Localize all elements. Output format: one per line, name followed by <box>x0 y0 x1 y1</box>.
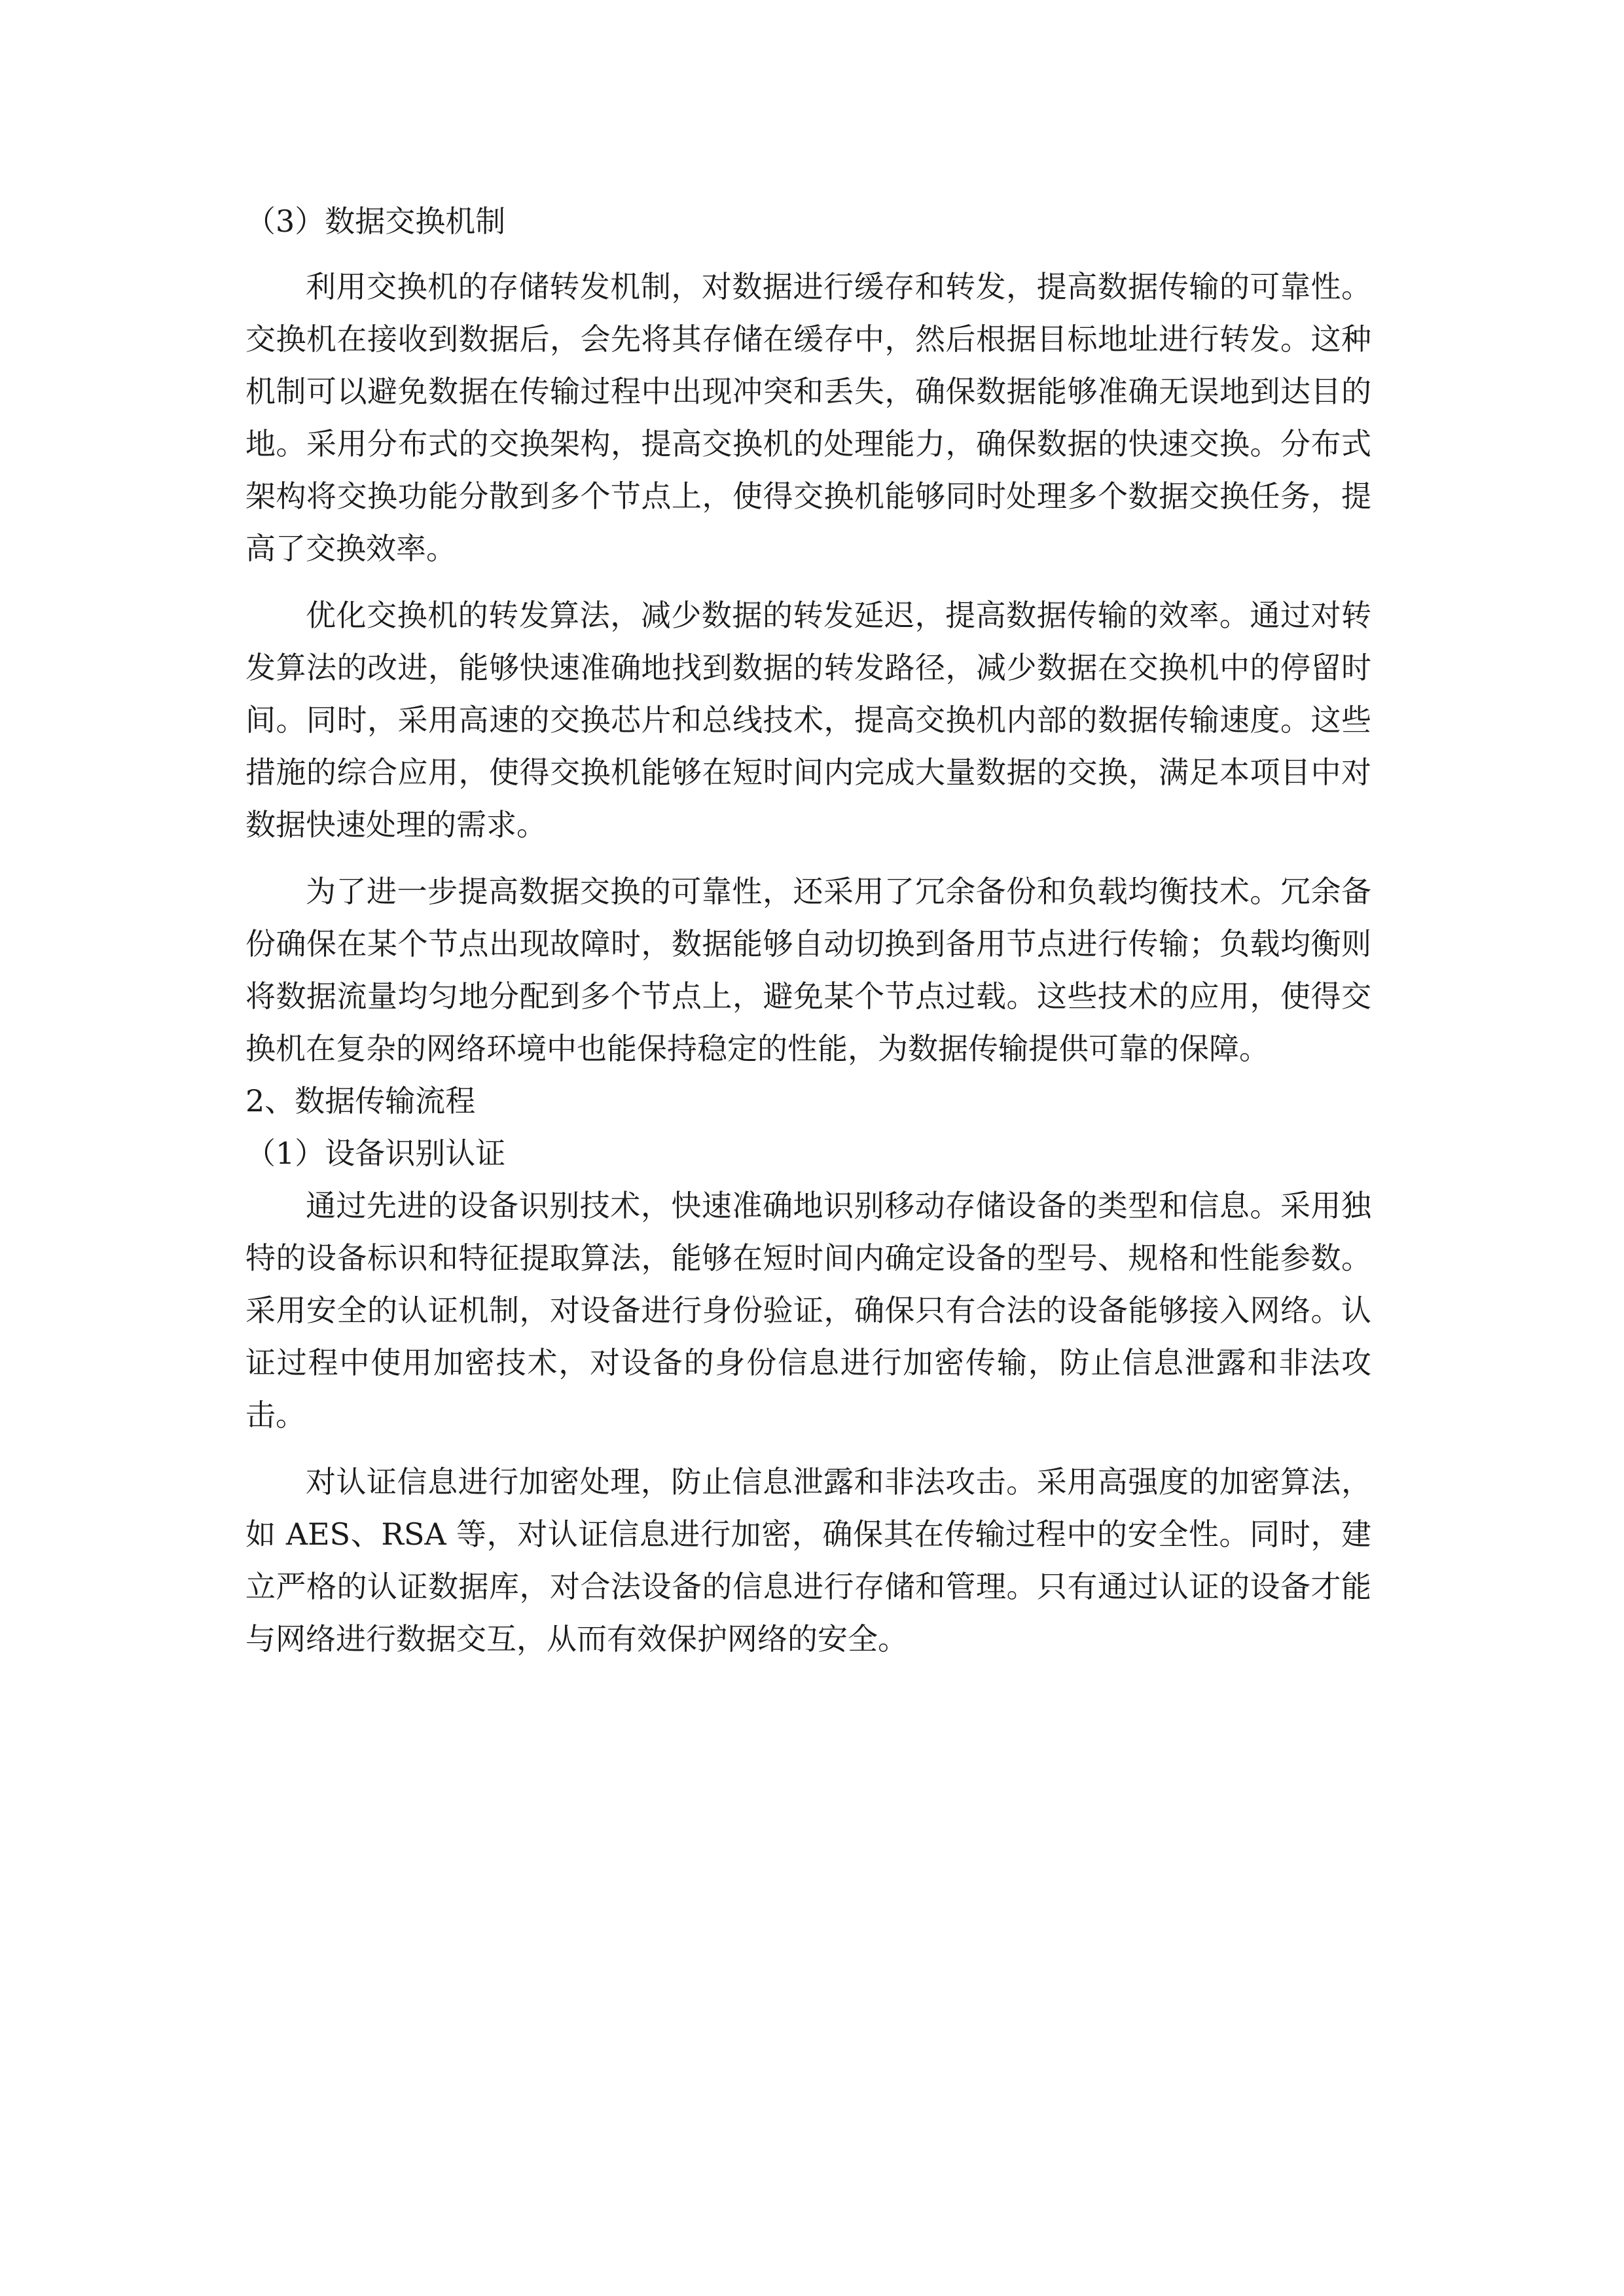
section-2-1-heading: （1）设备识别认证 <box>245 1136 506 1171</box>
paragraph-authentication-encryption: 对认证信息进行加密处理，防止信息泄露和非法攻击。采用高强度的加密算法，如 AES、RSA 等，对认证信息进行加密，确保其在传输过程中的安全性。同时，建立严格的认证数据库，对合法设备的信息进行存储和管理。只有通过认证的设备才能与网络进行数据交互，从而有效保护网络的安全。 <box>245 1464 1371 1657</box>
document-body <box>245 195 1371 1665</box>
paragraph-device-identification: 通过先进的设备识别技术，快速准确地识别移动存储设备的类型和信息。采用独特的设备标识和特征提取算法，能够在短时间内确定设备的型号、规格和性能参数。采用安全的认证机制，对设备进行身份验证，确保只有合法的设备能够接入网络。认证过程中使用加密技术，对设备的身份信息进行加密传输，防止信息泄露和非法攻击。 <box>245 1188 1371 1433</box>
paragraph-switch-store-forward: 利用交换机的存储转发机制，对数据进行缓存和转发，提高数据传输的可靠性。交换机在接收到数据后，会先将其存储在缓存中，然后根据目标地址进行转发。这种机制可以避免数据在传输过程中出现冲突和丢失，确保数据能够准确无误地到达目的地。采用分布式的交换架构，提高交换机的处理能力，确保数据的快速交换。分布式架构将交换功能分散到多个节点上，使得交换机能够同时处理多个数据交换任务，提高了交换效率。 <box>245 269 1371 566</box>
paragraph-redundancy-load-balancing: 为了进一步提高数据交换的可靠性，还采用了冗余备份和负载均衡技术。冗余备份确保在某个节点出现故障时，数据能够自动切换到备用节点进行传输；负载均衡则将数据流量均匀地分配到多个节点上，避免某个节点过载。这些技术的应用，使得交换机在复杂的网络环境中也能保持稳定的性能，为数据传输提供可靠的保障。 <box>245 874 1371 1066</box>
paragraph-forwarding-algorithm: 优化交换机的转发算法，减少数据的转发延迟，提高数据传输的效率。通过对转发算法的改进，能够快速准确地找到数据的转发路径，减少数据在交换机中的停留时间。同时，采用高速的交换芯片和总线技术，提高交换机内部的数据传输速度。这些措施的综合应用，使得交换机能够在短时间内完成大量数据的交换，满足本项目中对数据快速处理的需求。 <box>245 598 1371 842</box>
section-2-heading: 2、数据传输流程 <box>245 1083 476 1119</box>
section-3-heading: （3）数据交换机制 <box>245 204 506 239</box>
